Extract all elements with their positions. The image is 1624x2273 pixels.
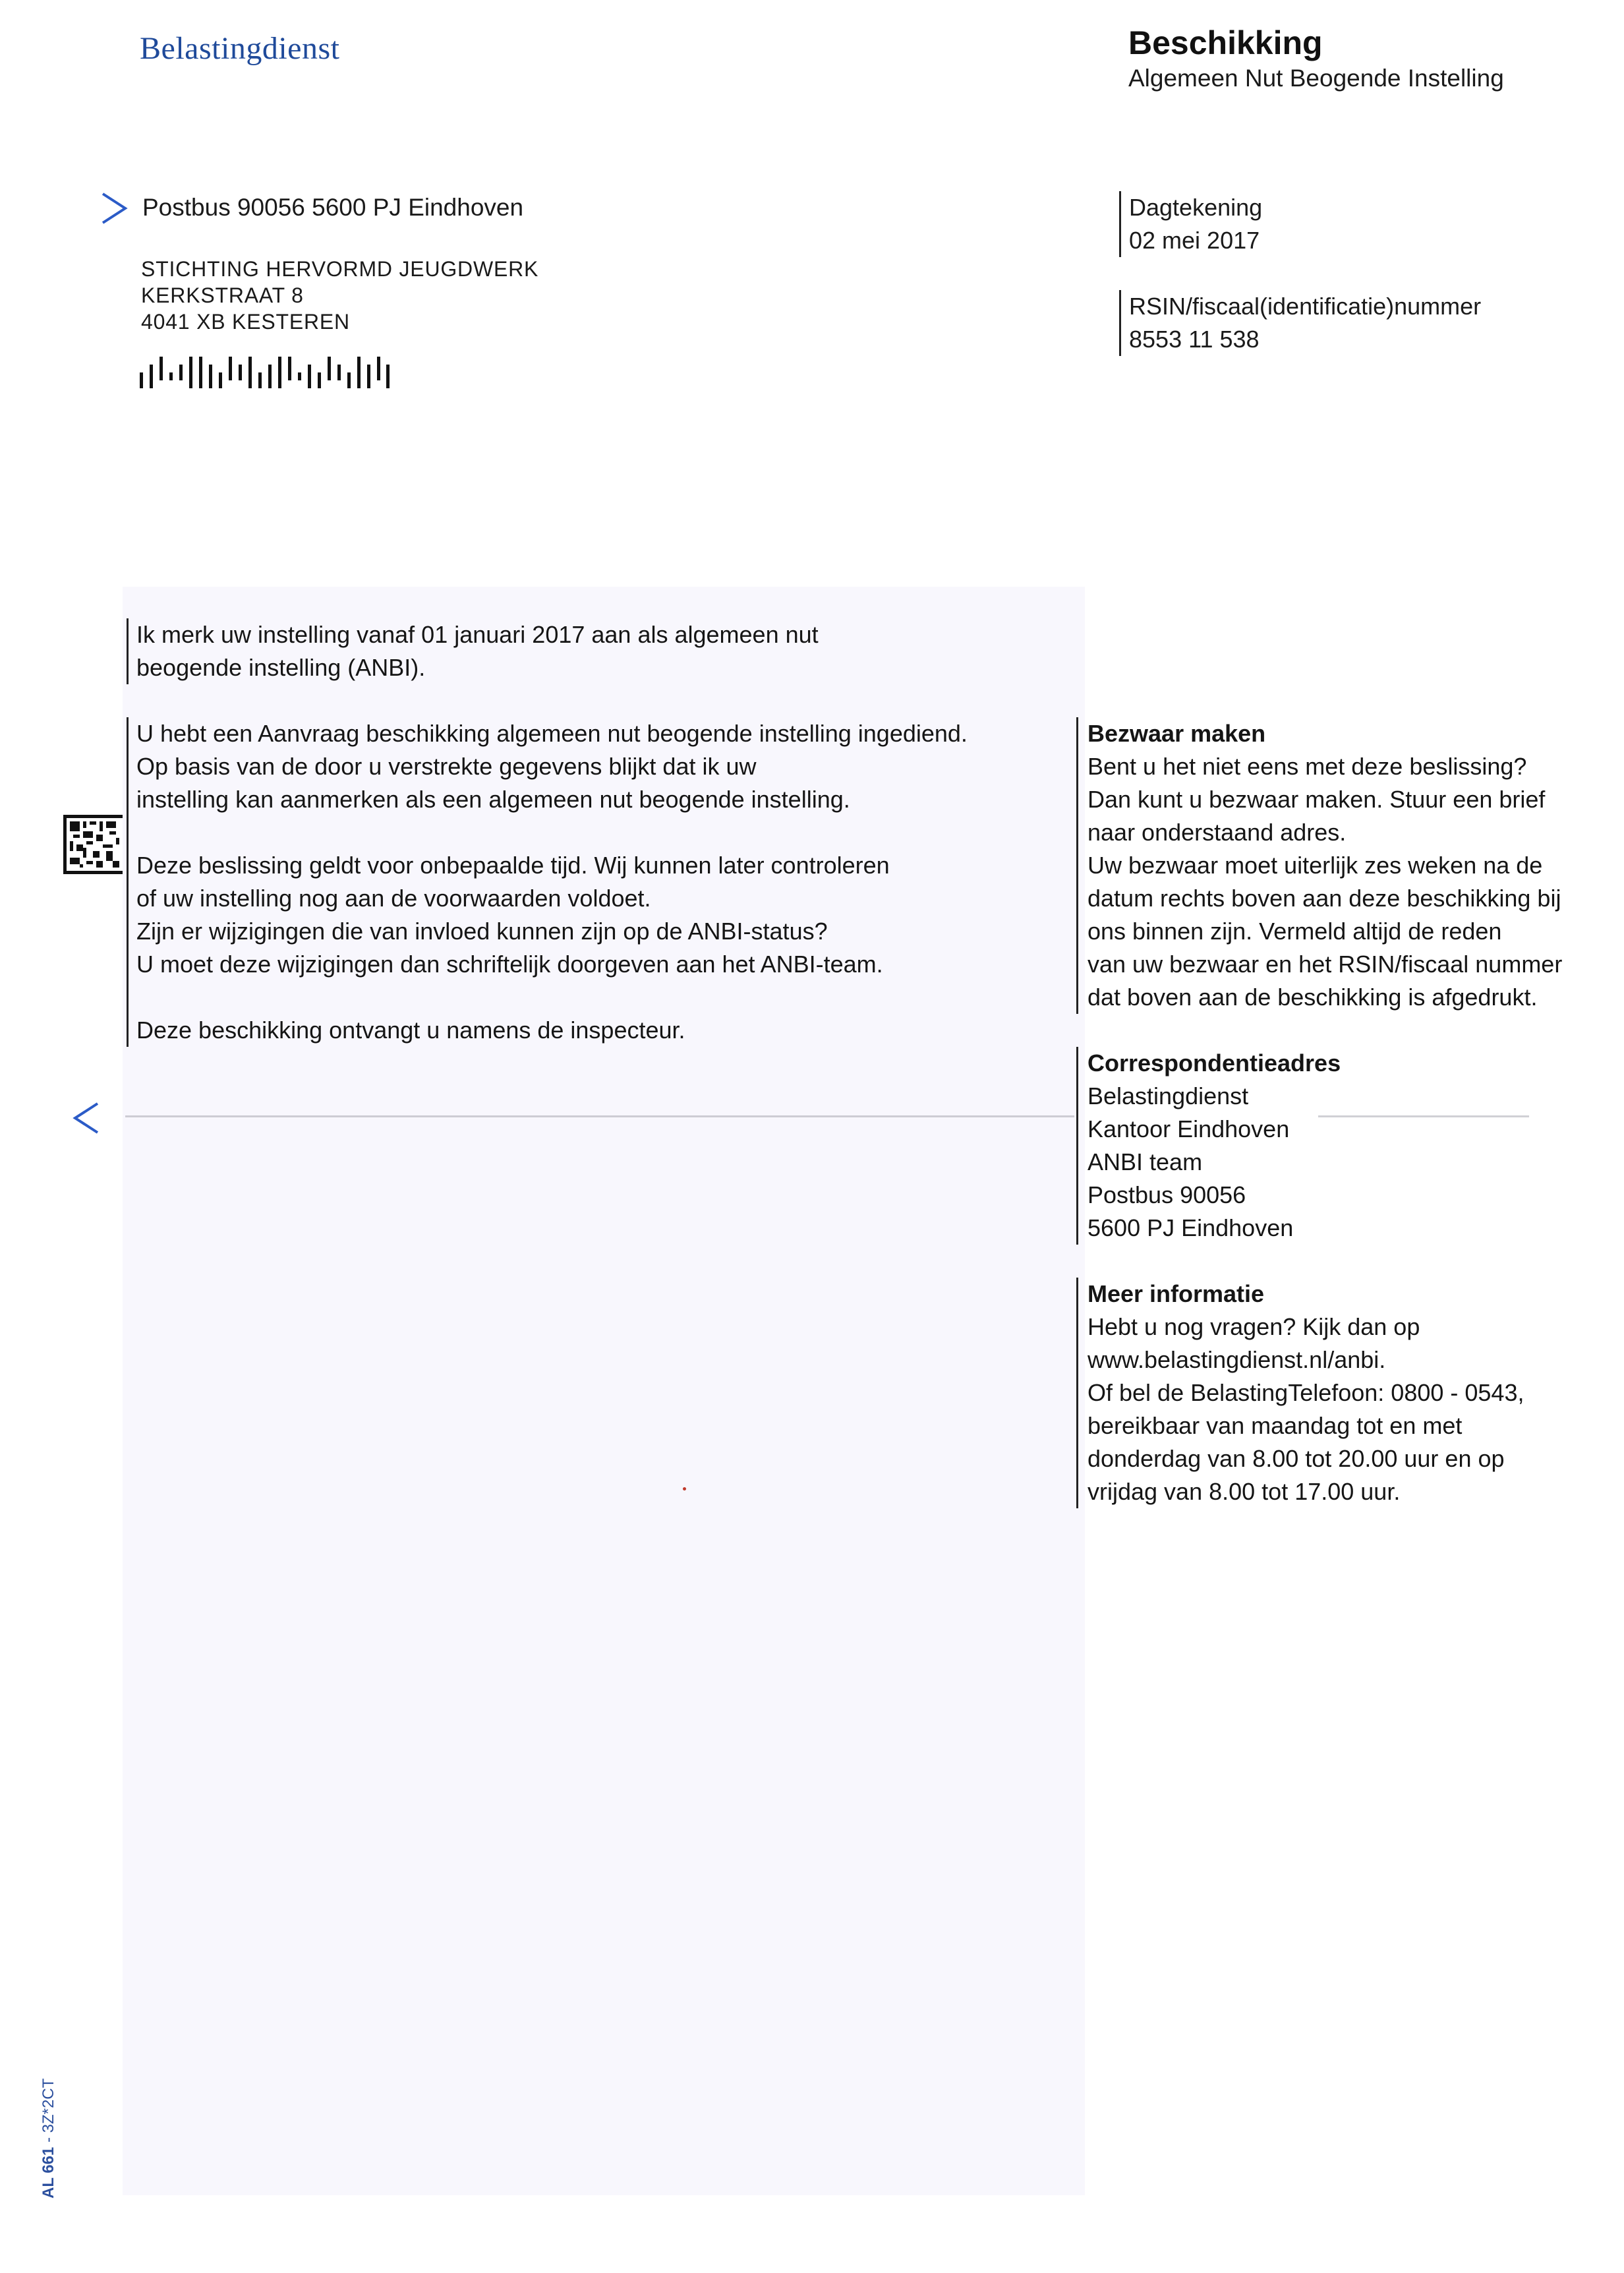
text-line: vrijdag van 8.00 tot 17.00 uur. [1088,1478,1401,1505]
recipient-line: KERKSTRAAT 8 [141,283,304,307]
text-line: 5600 PJ Eindhoven [1088,1214,1294,1241]
text-line: Hebt u nog vragen? Kijk dan op [1088,1313,1420,1340]
date-block [1119,191,1262,257]
section-heading: Correspondentieadres [1088,1049,1341,1077]
section-heading: Meer informatie [1088,1280,1265,1307]
text-line: bereikbaar van maandag tot en met [1088,1412,1463,1439]
text-line: Bent u het niet eens met deze beslissing? [1088,753,1527,780]
return-address: Postbus 90056 5600 PJ Eindhoven [142,194,524,221]
document-subtitle: Algemeen Nut Beogende Instelling [1128,65,1504,92]
fold-crease-line [125,1115,1074,1117]
text-line: www.belastingdienst.nl/anbi. [1088,1346,1386,1373]
text-line: van uw bezwaar en het RSIN/fiscaal nummer [1088,951,1563,978]
text-line: Uw bezwaar moet uiterlijk zes weken na de [1088,852,1543,879]
rsin-value: 8553 11 538 [1129,326,1260,353]
text-line: Of bel de BelastingTelefoon: 0800 - 0543, [1088,1379,1524,1406]
text-line: instelling kan aanmerken als een algemeen nut beogende instelling. [136,786,850,813]
recipient-line: 4041 XB KESTEREN [141,310,350,334]
brand-logo: Belastingdienst [140,31,340,66]
date-value: 02 mei 2017 [1129,227,1260,254]
paragraph-gap [136,816,1072,849]
intro-paragraph [127,618,1072,684]
qr-code-icon [63,815,123,874]
form-code [40,2079,58,2199]
chevron-left-icon [71,1098,102,1144]
text-line: of uw instelling nog aan de voorwaarden voldoet. [136,885,651,912]
text-line: Postbus 90056 [1088,1181,1246,1208]
text-line: datum rechts boven aan deze beschikking bij [1088,885,1561,912]
text-line: ANBI team [1088,1148,1203,1175]
text-line: dat boven aan de beschikking is afgedrukt. [1088,984,1538,1011]
body-paragraph-1 [127,717,1072,1047]
text-line: Deze beslissing geldt voor onbepaalde tijd. Wij kunnen later controleren [136,852,890,879]
recipient-line: STICHTING HERVORMD JEUGDWERK [141,257,539,281]
date-label: Dagtekening [1129,194,1263,221]
fold-crease-line [1318,1115,1529,1117]
rsin-label: RSIN/fiscaal(identificatie)nummer [1129,293,1482,320]
paragraph-gap [136,981,1072,1014]
form-code-rest: - 3Z*2CT [40,2078,57,2147]
rsin-block [1119,290,1481,356]
correspondence-section [1076,1047,1575,1245]
text-line: Kantoor Eindhoven [1088,1115,1290,1142]
text-line: U moet deze wijzigingen dan schriftelijk doorgeven aan het ANBI-team. [136,951,883,978]
text-line: Op basis van de door u verstrekte gegevens blijkt dat ik uw [136,753,757,780]
text-line: Deze beschikking ontvangt u namens de inspecteur. [136,1017,685,1044]
text-line: beogende instelling (ANBI). [136,654,426,681]
scan-speck [683,1487,686,1491]
text-line: Belastingdienst [1088,1082,1249,1109]
more-info-section [1076,1278,1575,1508]
document-title: Beschikking [1128,24,1323,61]
objection-section [1076,717,1575,1014]
text-line: donderdag van 8.00 tot 20.00 uur en op [1088,1445,1505,1472]
form-code-bold: AL 661 [40,2146,57,2199]
text-line: Dan kunt u bezwaar maken. Stuur een brief [1088,786,1546,813]
postal-barcode-icon [140,353,390,392]
text-line: Ik merk uw instelling vanaf 01 januari 2017 aan als algemeen nut [136,621,819,648]
chevron-right-icon [99,188,129,234]
text-line: ons binnen zijn. Vermeld altijd de reden [1088,918,1502,945]
text-line: U hebt een Aanvraag beschikking algemeen nut beogende instelling ingediend. [136,720,968,747]
section-heading: Bezwaar maken [1088,720,1266,747]
text-line: naar onderstaand adres. [1088,819,1347,846]
recipient-address [141,256,538,335]
text-line: Zijn er wijzigingen die van invloed kunnen zijn op de ANBI-status? [136,918,828,945]
